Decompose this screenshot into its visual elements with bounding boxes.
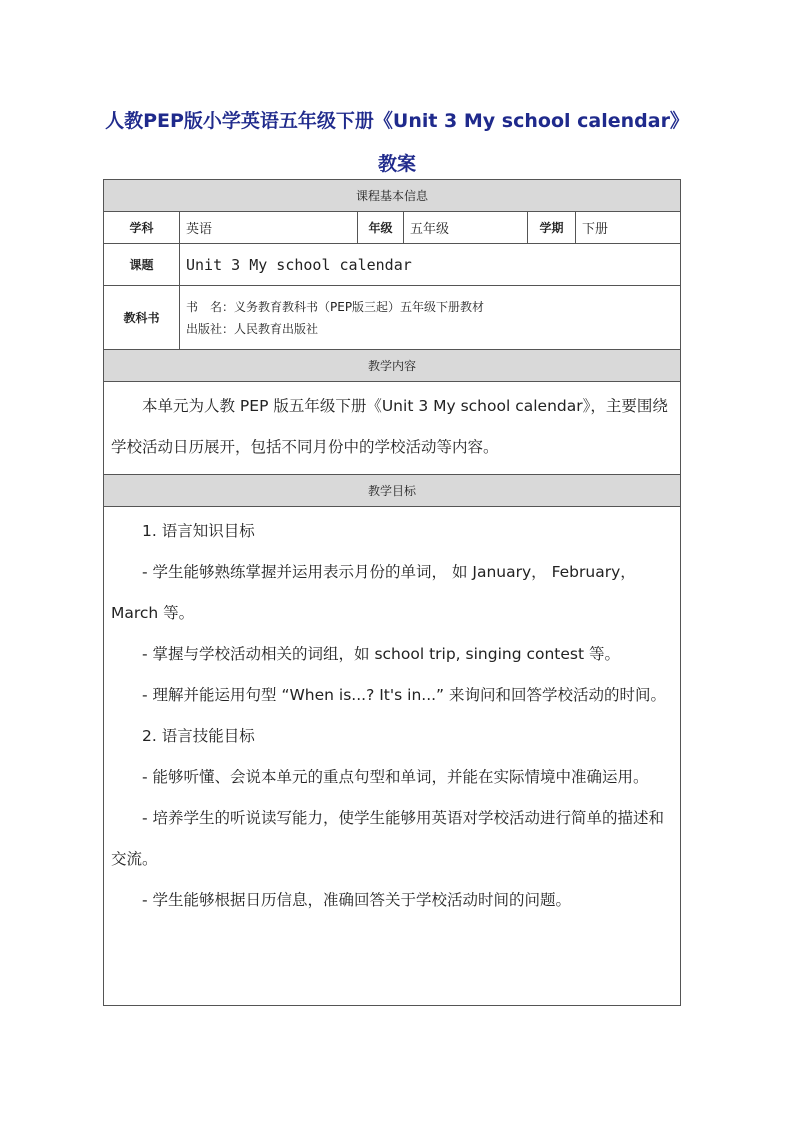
topic-value: Unit 3 My school calendar [180, 244, 681, 286]
goal-item: - 理解并能运用句型 “When is...? It's in...” 来询问和回答学校活动的时间。 [142, 686, 667, 704]
document-title: 人教PEP版小学英语五年级下册《Unit 3 My school calendar》 [105, 110, 689, 132]
term-label: 学期 [528, 212, 576, 244]
textbook-label: 教科书 [104, 286, 180, 350]
goal-item: - 培养学生的听说读写能力，使学生能够用英语对学校活动进行简单的描述和交流。 [111, 809, 665, 868]
subject-label: 学科 [104, 212, 180, 244]
goal-heading: 2. 语言技能目标 [142, 727, 255, 745]
goal-item: - 学生能够熟练掌握并运用表示月份的单词， 如 January， February， March 等。 [111, 563, 636, 622]
subject-value: 英语 [180, 212, 358, 244]
textbook-publisher: 出版社：人民教育出版社 [186, 321, 319, 336]
topic-label: 课题 [104, 244, 180, 286]
term-value: 下册 [576, 212, 681, 244]
document-title-line2: 教案 [377, 153, 416, 175]
content-cell [104, 382, 681, 475]
textbook-name: 书 名：义务教育教科书（PEP版三起）五年级下册教材 [186, 299, 485, 314]
goals-header: 教学目标 [104, 475, 681, 507]
goal-heading: 1. 语言知识目标 [142, 522, 255, 540]
goal-item: - 掌握与学校活动相关的词组，如 school trip, singing contest 等。 [142, 645, 620, 663]
textbook-info [180, 286, 681, 350]
grade-value: 五年级 [404, 212, 528, 244]
grade-label: 年级 [358, 212, 404, 244]
content-header: 教学内容 [104, 350, 681, 382]
goals-cell [104, 507, 681, 1006]
goal-item: - 能够听懂、会说本单元的重点句型和单词，并能在实际情境中准确运用。 [142, 768, 649, 786]
content-paragraph: 本单元为人教 PEP 版五年级下册《Unit 3 My school calendar》，主要围绕学校活动日历展开，包括不同月份中的学校活动等内容。 [111, 397, 668, 456]
basic-info-header: 课程基本信息 [104, 180, 681, 212]
lesson-plan-table [103, 179, 681, 1006]
goal-item: - 学生能够根据日历信息，准确回答关于学校活动时间的问题。 [142, 891, 572, 909]
